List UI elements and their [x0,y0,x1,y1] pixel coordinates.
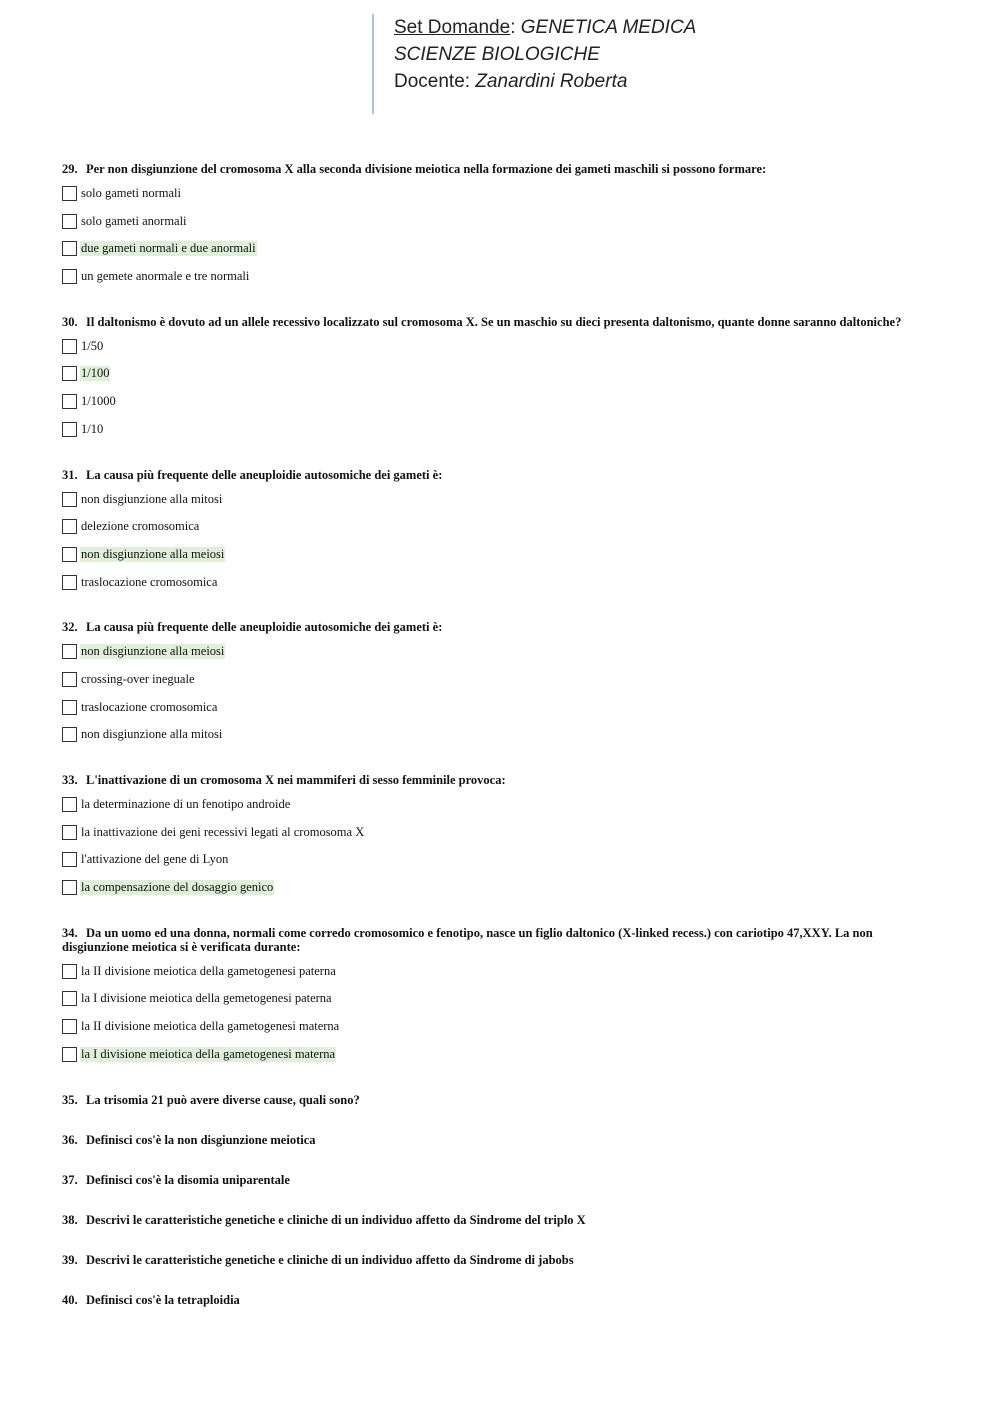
question-number: 31. [62,467,78,482]
answer-text: la I divisione meiotica della gemetogenesi paterna [81,991,332,1006]
answer-text-correct: non disgiunzione alla meiosi [81,644,225,659]
answer-checkbox[interactable] [62,269,77,284]
answer-checkbox[interactable] [62,727,77,742]
answer-checkbox[interactable] [62,797,77,812]
course-line [394,41,696,68]
question-body: Definisci cos'è la non disgiunzione meiotica [86,1132,316,1147]
answer-text: la determinazione di un fenotipo androide [81,797,291,811]
answer-checkbox[interactable] [62,492,77,507]
question-number: 36. [62,1132,78,1147]
answer-checkbox[interactable] [62,394,77,409]
answer-text: 1/10 [81,421,104,436]
answer-option [62,214,942,242]
question-body: Descrivi le caratteristiche genetiche e cliniche di un individuo affetto da Sindrome del triplo X [86,1212,586,1227]
answer-option [62,241,942,269]
answer-option [62,422,942,450]
answer-checkbox[interactable] [62,964,77,979]
answer-checkbox[interactable] [62,1047,77,1062]
question-body: Definisci cos'è la tetraploidia [86,1292,240,1307]
course-name: SCIENZE BIOLOGICHE [394,44,600,65]
question-text [62,620,942,634]
question-text [62,1293,942,1307]
answer-option [62,575,942,603]
answer-text: non disgiunzione alla mitosi [81,491,223,506]
answer-text: la II divisione meiotica della gametogenesi materna [81,1019,340,1034]
question-number: 37. [62,1172,78,1187]
answer-checkbox[interactable] [62,241,77,256]
question-body: L'inattivazione di un cromosoma X nei mammiferi di sesso femminile provoca: [86,773,506,787]
open-question-36 [62,1133,942,1147]
answer-option [62,186,942,214]
question-body: Il daltonismo è dovuto ad un allele recessivo localizzato sul cromosoma X. Se un maschio su dieci presenta daltonismo, quante donne saranno daltoniche? [86,314,902,329]
answer-option [62,339,942,367]
answer-text: delezione cromosomica [81,519,200,534]
question-number: 40. [62,1292,78,1307]
teacher-label: Docente: [394,71,471,92]
question-body: Descrivi le caratteristiche genetiche e cliniche di un individuo affetto da Sindrome di jabobs [86,1252,574,1267]
question-body: Da un uomo ed una donna, normali come corredo cromosomico e fenotipo, nasce un figlio daltonico (X-linked recess.) con cariotipo 47,XXY. La non disgiunzione meiotica si è verificata durante: [62,925,873,954]
question-number: 39. [62,1252,78,1267]
answer-text: la II divisione meiotica della gametogenesi paterna [81,963,336,978]
set-colon: : [510,17,516,38]
open-question-38 [62,1213,942,1227]
question-number: 38. [62,1212,78,1227]
question-number: 34. [62,925,78,940]
open-question-40 [62,1293,942,1307]
answer-option [62,852,942,880]
question-text [62,926,942,954]
question-text [62,1173,942,1187]
question-number: 30. [62,314,78,329]
question-body: La trisomia 21 può avere diverse cause, quali sono? [86,1092,360,1107]
question-body: La causa più frequente delle aneuploidie autosomiche dei gameti è: [86,620,443,635]
question-text [62,1093,942,1107]
question-29 [62,162,942,297]
question-text [62,1133,942,1147]
question-body: Per non disgiunzione del cromosoma X alla seconda divisione meiotica nella formazione dei gameti maschili si possono formare: [86,162,767,176]
open-question-39 [62,1253,942,1267]
answer-option [62,519,942,547]
question-number: 35. [62,1092,78,1107]
answer-option [62,672,942,700]
answer-text: solo gameti normali [81,186,181,200]
answer-option [62,964,942,992]
answer-option [62,394,942,422]
answer-checkbox[interactable] [62,366,77,381]
answer-checkbox[interactable] [62,339,77,354]
answer-checkbox[interactable] [62,700,77,715]
answer-checkbox[interactable] [62,575,77,590]
answer-text: non disgiunzione alla mitosi [81,727,223,742]
question-31 [62,468,942,603]
answer-checkbox[interactable] [62,852,77,867]
answer-text: la inattivazione dei geni recessivi legati al cromosoma X [81,824,365,839]
answer-text: un gemete anormale e tre normali [81,269,250,284]
answer-checkbox[interactable] [62,422,77,437]
answer-checkbox[interactable] [62,672,77,687]
question-33 [62,773,942,908]
answer-text: crossing-over ineguale [81,671,195,686]
answer-option [62,825,942,853]
open-question-35 [62,1093,942,1107]
question-34 [62,926,942,1075]
answer-option [62,991,942,1019]
answer-text-correct: la compensazione del dosaggio genico [81,880,274,895]
answer-checkbox[interactable] [62,547,77,562]
open-question-37 [62,1173,942,1187]
answer-option [62,269,942,297]
question-text [62,468,942,482]
answer-option [62,727,942,755]
answer-option [62,366,942,394]
answer-text-correct: la I divisione meiotica della gametogenesi materna [81,1046,336,1061]
answer-checkbox[interactable] [62,991,77,1006]
answer-checkbox[interactable] [62,880,77,895]
question-number: 29. [62,162,78,176]
question-text [62,162,942,176]
answer-option [62,644,942,672]
answer-text-correct: non disgiunzione alla meiosi [81,546,225,561]
document-header [372,14,696,114]
subject-name: GENETICA MEDICA [520,17,697,38]
answer-option [62,700,942,728]
question-body: Definisci cos'è la disomia uniparentale [86,1172,290,1187]
answer-option [62,1047,942,1075]
answer-text: 1/1000 [81,394,116,409]
answer-checkbox[interactable] [62,214,77,229]
answer-text: 1/50 [81,338,104,353]
questions-list [62,162,942,1333]
answer-option [62,547,942,575]
question-text [62,1213,942,1227]
teacher-line [394,68,696,95]
answer-text: traslocazione cromosomica [81,699,218,714]
answer-text-correct: 1/100 [81,366,110,381]
answer-checkbox[interactable] [62,825,77,840]
question-number: 33. [62,773,78,787]
set-line [394,14,696,41]
question-text [62,1253,942,1267]
question-number: 32. [62,620,78,635]
answer-checkbox[interactable] [62,644,77,659]
question-text [62,315,942,329]
question-body: La causa più frequente delle aneuploidie autosomiche dei gameti è: [86,467,443,482]
answer-checkbox[interactable] [62,186,77,201]
question-30 [62,315,942,450]
question-32 [62,620,942,755]
answer-checkbox[interactable] [62,1019,77,1034]
answer-text-correct: due gameti normali e due anormali [81,241,256,256]
answer-text: solo gameti anormali [81,213,187,228]
answer-option [62,492,942,520]
question-text [62,773,942,787]
answer-text: traslocazione cromosomica [81,574,218,589]
answer-option [62,1019,942,1047]
answer-option [62,797,942,825]
answer-checkbox[interactable] [62,519,77,534]
answer-text: l'attivazione del gene di Lyon [81,852,229,867]
set-label: Set Domande [394,17,511,38]
teacher-name: Zanardini Roberta [475,71,628,92]
answer-option [62,880,942,908]
